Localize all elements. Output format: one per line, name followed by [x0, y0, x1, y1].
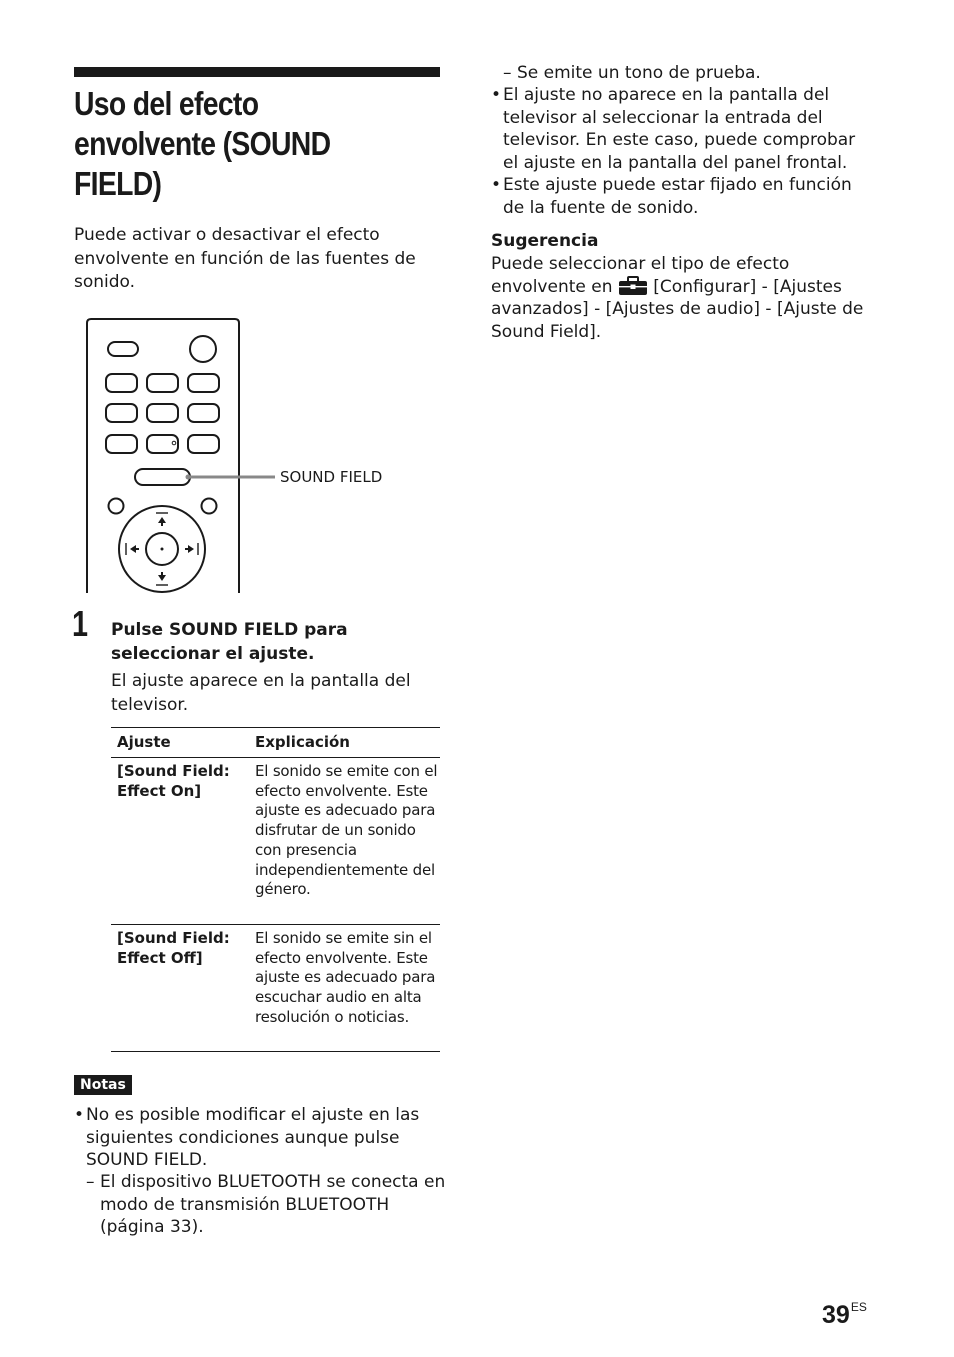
note-text: No es posible modificar el ajuste en las siguientes condiciones aunque pulse SOUND FIELD.: [86, 1105, 420, 1170]
sound-field-callout-label: SOUND FIELD: [280, 468, 383, 486]
page-number: [822, 1292, 867, 1330]
bullet-marker: •: [74, 1105, 85, 1125]
note-text: Este ajuste puede estar fijado en función de la fuente de sonido.: [503, 175, 852, 218]
page-title: [74, 84, 392, 204]
settings-table: [111, 727, 440, 1052]
step-title: Pulse SOUND FIELD para seleccionar el ajuste.: [111, 620, 348, 664]
table-cell-explanation: El sonido se emite con el efecto envolvente. Este ajuste es adecuado para disfrutar de un sonido con presencia independientemente del género.: [255, 762, 438, 899]
suggestion-text-before: Puede seleccionar el tipo de efecto envolvente en: [491, 254, 790, 297]
table-cell-setting: [Sound Field: Effect On]: [117, 762, 230, 800]
bullet-marker: •: [491, 85, 502, 105]
title-line: Uso del efecto: [74, 85, 259, 122]
suggestion-title: Sugerencia: [491, 231, 599, 251]
dash-marker: –: [503, 63, 512, 83]
table-header-explanation: Explicación: [255, 733, 350, 751]
table-row: [111, 758, 440, 925]
page-number-value: 39: [822, 1301, 850, 1329]
notes-label-badge: Notas: [74, 1075, 132, 1095]
language-code: ES: [850, 1300, 867, 1314]
title-line: envolvente (SOUND: [74, 125, 331, 162]
table-header-row: [111, 727, 440, 758]
suggestion-text: [491, 253, 871, 343]
table-header-setting: Ajuste: [117, 733, 171, 751]
suggestion-text-after: [Configurar] - [Ajustes avanzados] - [Ajustes de audio] - [Ajuste de Sound Field].: [491, 276, 864, 342]
title-line: FIELD): [74, 165, 162, 202]
note-text: El ajuste no aparece en la pantalla del televisor al seleccionar la entrada del televisor. En este caso, puede comprobar el ajuste en la pantalla del panel frontal.: [503, 85, 856, 173]
step-number: 1: [72, 603, 89, 644]
remote-control-illustration: [74, 315, 404, 595]
note-subitem-text: El dispositivo BLUETOOTH se conecta en modo de transmisión BLUETOOTH (página 33).: [100, 1172, 446, 1237]
toolbox-icon: [618, 276, 648, 296]
dash-marker: –: [86, 1172, 95, 1192]
table-cell-setting: [Sound Field: Effect Off]: [117, 929, 230, 967]
intro-paragraph: Puede activar o desactivar el efecto envolvente en función de las fuentes de sonido.: [74, 225, 416, 292]
bullet-marker: •: [491, 175, 502, 195]
title-rule: [74, 67, 440, 77]
step-description: El ajuste aparece en la pantalla del televisor.: [111, 671, 411, 715]
table-cell-explanation: El sonido se emite sin el efecto envolvente. Este ajuste es adecuado para escuchar audio en alta resolución o noticias.: [255, 929, 436, 1026]
table-row: [111, 925, 440, 1052]
note-subitem-text: Se emite un tono de prueba.: [517, 63, 761, 83]
